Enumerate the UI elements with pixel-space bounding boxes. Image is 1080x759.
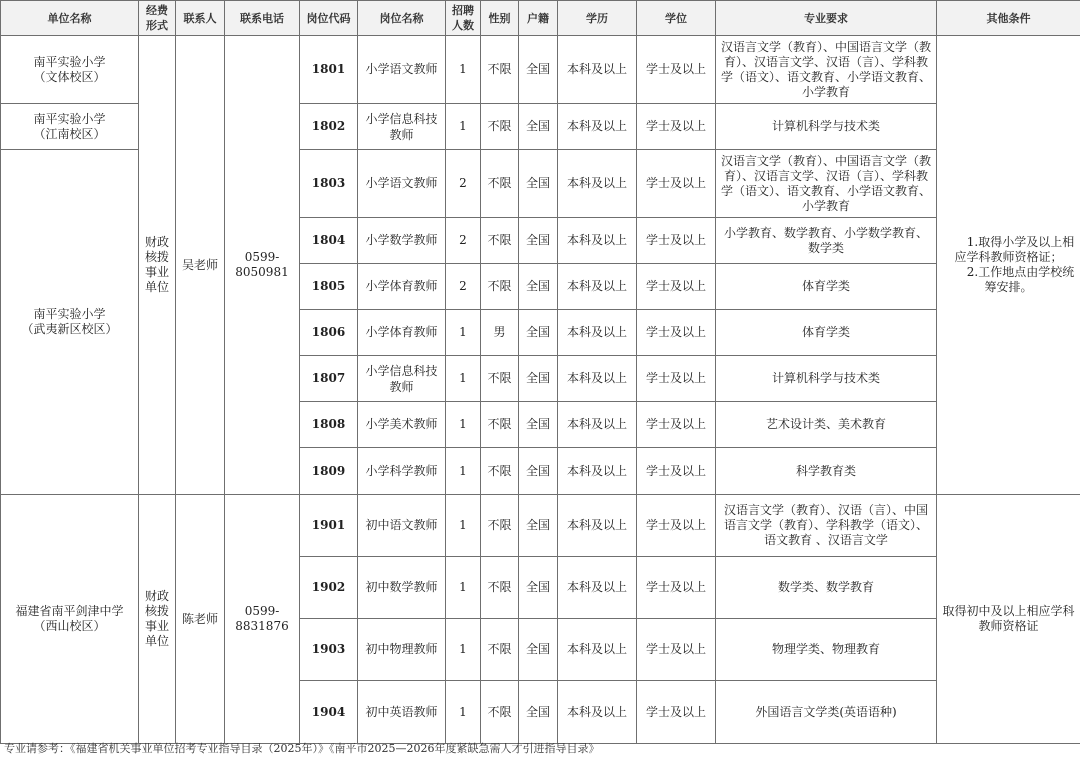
header-gender: 性别 [481,1,519,36]
post-major: 汉语言文学（教育）、汉语（言）、中国语言文学（教育）、学科教学（语文）、语文教育 、汉语言文学 [716,495,937,557]
post-household: 全国 [519,310,558,356]
funding-type: 财政核拨事业单位 [139,495,176,744]
post-gender: 不限 [481,218,519,264]
header-unit: 单位名称 [1,1,139,36]
post-gender: 不限 [481,681,519,744]
contact-phone: 0599- 8831876 [225,495,300,744]
post-count: 1 [446,310,481,356]
post-education: 本科及以上 [558,495,637,557]
post-code: 1807 [300,356,358,402]
post-major: 汉语言文学（教育）、中国语言文学（教育）、汉语言文学、汉语（言）、学科教学（语文）、语文教育、小学语文教育、小学教育 [716,36,937,104]
post-education: 本科及以上 [558,36,637,104]
post-household: 全国 [519,619,558,681]
unit-name-jianjin: 福建省南平剑津中学 （西山校区） [1,495,139,744]
post-degree: 学士及以上 [637,36,716,104]
header-other: 其他条件 [937,1,1080,36]
header-row [1,1,1080,36]
post-name: 小学语文教师 [358,36,446,104]
post-degree: 学士及以上 [637,104,716,150]
post-name: 初中数学教师 [358,557,446,619]
post-household: 全国 [519,402,558,448]
header-degree: 学位 [637,1,716,36]
header-major: 专业要求 [716,1,937,36]
funding-type: 财政核拨事业单位 [139,36,176,495]
post-household: 全国 [519,448,558,495]
post-code: 1902 [300,557,358,619]
post-education: 本科及以上 [558,681,637,744]
unit-name-wuyi: 南平实验小学 （武夷新区校区） [1,150,139,495]
post-major: 物理学类、物理教育 [716,619,937,681]
post-major: 汉语言文学（教育）、中国语言文学（教育）、汉语言文学、汉语（言）、学科教学（语文）、语文教育、小学语文教育、小学教育 [716,150,937,218]
post-count: 1 [446,619,481,681]
post-code: 1809 [300,448,358,495]
post-count: 1 [446,448,481,495]
post-education: 本科及以上 [558,619,637,681]
post-gender: 不限 [481,356,519,402]
post-count: 1 [446,104,481,150]
post-name: 小学体育教师 [358,310,446,356]
post-count: 1 [446,495,481,557]
post-household: 全国 [519,356,558,402]
post-code: 1808 [300,402,358,448]
post-education: 本科及以上 [558,104,637,150]
post-count: 1 [446,356,481,402]
post-name: 初中物理教师 [358,619,446,681]
post-code: 1801 [300,36,358,104]
post-major: 体育学类 [716,264,937,310]
unit-name-wenti: 南平实验小学 （文体校区） [1,36,139,104]
post-degree: 学士及以上 [637,619,716,681]
post-name: 小学语文教师 [358,150,446,218]
post-education: 本科及以上 [558,557,637,619]
post-household: 全国 [519,557,558,619]
post-name: 小学科学教师 [358,448,446,495]
post-education: 本科及以上 [558,150,637,218]
table-row [1,36,1080,104]
header-post-name: 岗位名称 [358,1,446,36]
header-funding: 经费形式 [139,1,176,36]
post-education: 本科及以上 [558,218,637,264]
post-household: 全国 [519,36,558,104]
post-count: 1 [446,36,481,104]
post-code: 1804 [300,218,358,264]
post-count: 1 [446,402,481,448]
post-degree: 学士及以上 [637,218,716,264]
post-household: 全国 [519,218,558,264]
post-major: 计算机科学与技术类 [716,356,937,402]
post-degree: 学士及以上 [637,448,716,495]
post-major: 数学类、数学教育 [716,557,937,619]
post-major: 外国语言文学类(英语语种) [716,681,937,744]
post-name: 小学信息科技教师 [358,356,446,402]
header-contact: 联系人 [176,1,225,36]
post-degree: 学士及以上 [637,150,716,218]
post-major: 计算机科学与技术类 [716,104,937,150]
post-code: 1802 [300,104,358,150]
post-gender: 不限 [481,619,519,681]
header-phone: 联系电话 [225,1,300,36]
post-name: 小学体育教师 [358,264,446,310]
contact-person: 吴老师 [176,36,225,495]
post-code: 1805 [300,264,358,310]
post-education: 本科及以上 [558,356,637,402]
footnote: 专业请参考：《福建省机关事业单位招考专业指导目录（2025年）》《南平市2025—2026年度紧缺急需人才引进指导目录》 [4,742,600,755]
post-code: 1904 [300,681,358,744]
post-code: 1903 [300,619,358,681]
header-count: 招聘人数 [446,1,481,36]
header-household: 户籍 [519,1,558,36]
post-code: 1806 [300,310,358,356]
post-name: 小学信息科技教师 [358,104,446,150]
post-gender: 不限 [481,150,519,218]
header-code: 岗位代码 [300,1,358,36]
post-count: 2 [446,264,481,310]
post-name: 初中英语教师 [358,681,446,744]
post-household: 全国 [519,495,558,557]
post-household: 全国 [519,681,558,744]
contact-person: 陈老师 [176,495,225,744]
post-name: 初中语文教师 [358,495,446,557]
table-row [1,495,1080,557]
post-major: 体育学类 [716,310,937,356]
post-name: 小学美术教师 [358,402,446,448]
post-education: 本科及以上 [558,402,637,448]
post-household: 全国 [519,264,558,310]
post-gender: 不限 [481,495,519,557]
other-conditions-middle: 取得初中及以上相应学科教师资格证 [937,495,1080,744]
post-household: 全国 [519,150,558,218]
post-household: 全国 [519,104,558,150]
post-degree: 学士及以上 [637,402,716,448]
post-degree: 学士及以上 [637,557,716,619]
post-gender: 不限 [481,36,519,104]
post-gender: 男 [481,310,519,356]
post-education: 本科及以上 [558,264,637,310]
post-gender: 不限 [481,264,519,310]
header-education: 学历 [558,1,637,36]
post-major: 艺术设计类、美术教育 [716,402,937,448]
post-gender: 不限 [481,104,519,150]
post-degree: 学士及以上 [637,264,716,310]
post-name: 小学数学教师 [358,218,446,264]
post-degree: 学士及以上 [637,310,716,356]
contact-phone: 0599- 8050981 [225,36,300,495]
post-count: 1 [446,681,481,744]
post-count: 2 [446,218,481,264]
post-major: 小学教育、数学教育、小学数学教育、数学类 [716,218,937,264]
post-degree: 学士及以上 [637,495,716,557]
post-gender: 不限 [481,402,519,448]
post-count: 1 [446,557,481,619]
post-code: 1901 [300,495,358,557]
post-education: 本科及以上 [558,448,637,495]
post-education: 本科及以上 [558,310,637,356]
post-count: 2 [446,150,481,218]
post-degree: 学士及以上 [637,681,716,744]
post-code: 1803 [300,150,358,218]
post-degree: 学士及以上 [637,356,716,402]
post-gender: 不限 [481,557,519,619]
other-conditions-primary: 1.取得小学及以上相应学科教师资格证； 2.工作地点由学校统筹安排。 [937,36,1080,495]
post-gender: 不限 [481,448,519,495]
unit-name-jiangnan: 南平实验小学 （江南校区） [1,104,139,150]
post-major: 科学教育类 [716,448,937,495]
